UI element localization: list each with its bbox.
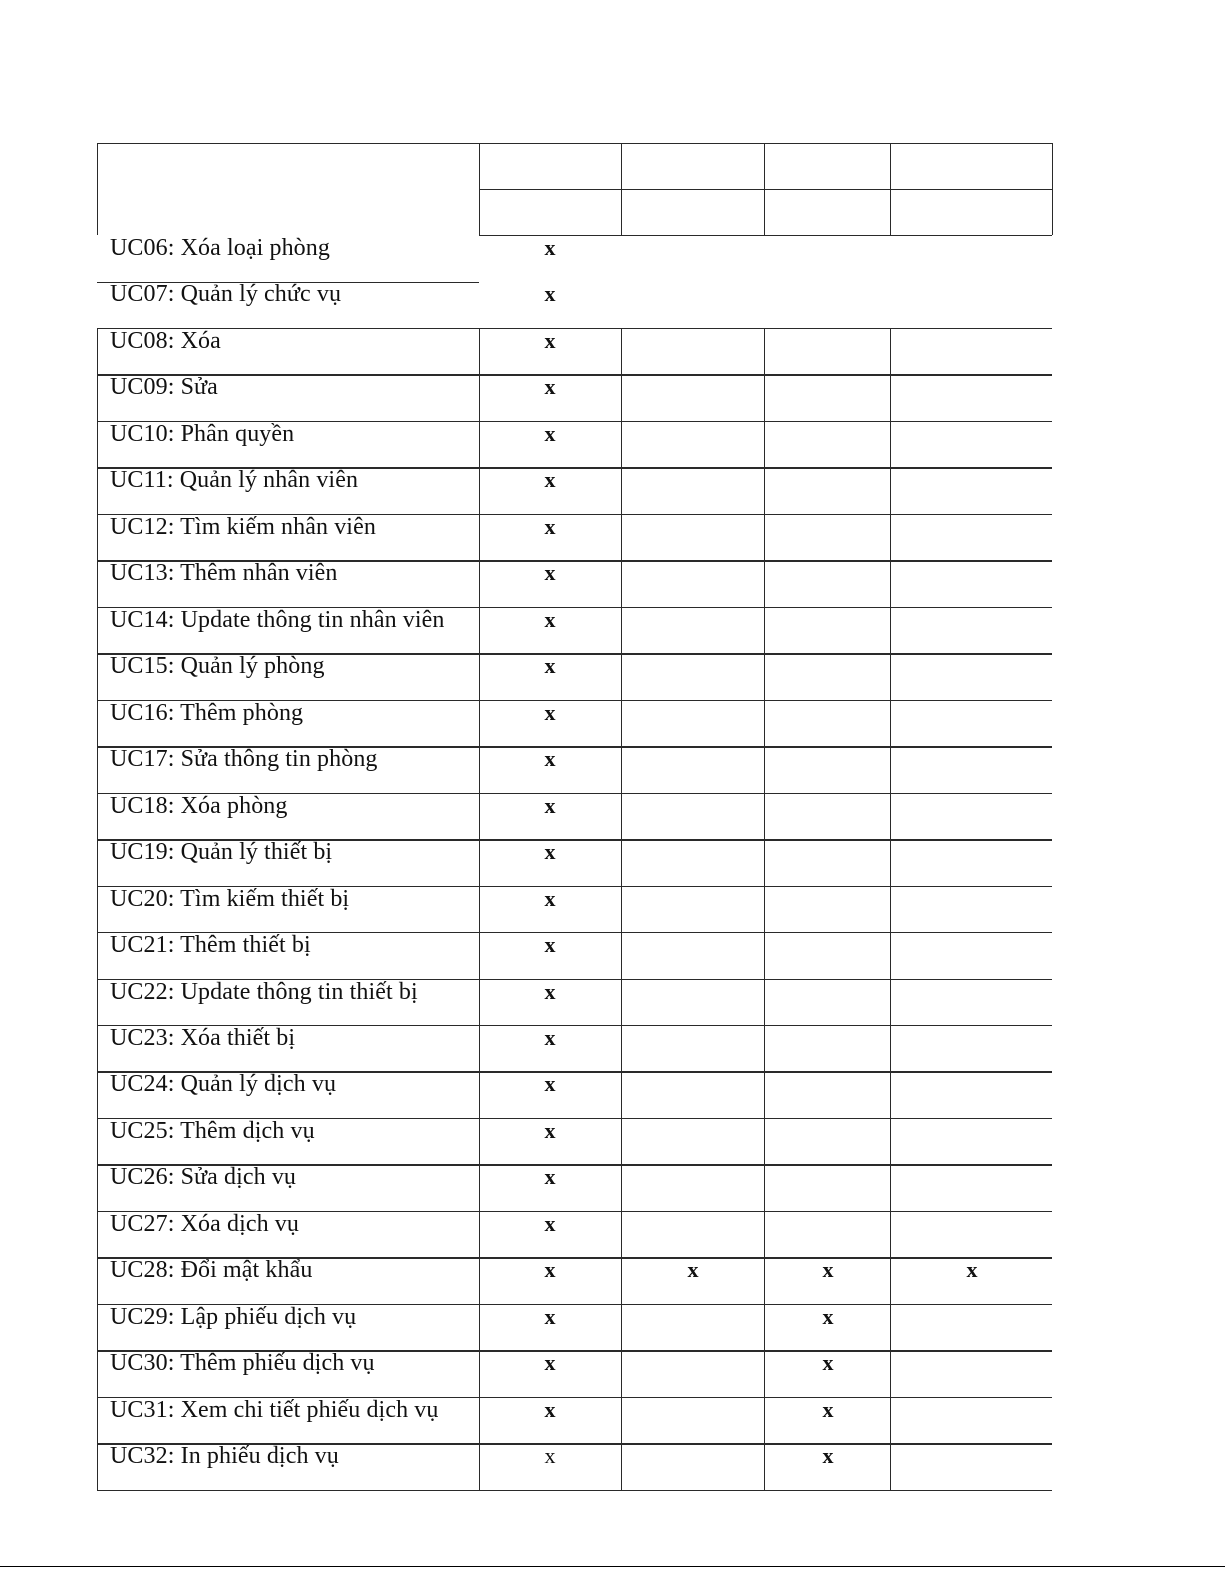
role-mark: x xyxy=(544,606,556,632)
header-cell xyxy=(890,143,1052,189)
role-mark: x xyxy=(544,1303,556,1329)
role-mark: x xyxy=(544,1164,556,1190)
role-mark: x xyxy=(544,653,556,679)
role-mark: x xyxy=(544,1210,556,1236)
header-rule xyxy=(97,143,479,144)
header-cell xyxy=(764,143,890,189)
role-mark: x xyxy=(544,932,556,958)
role-mark: x xyxy=(544,513,556,539)
use-case-label: UC07: Quản lý chức vụ xyxy=(110,281,342,308)
header-rule xyxy=(1052,143,1053,235)
use-case-label: UC17: Sửa thông tin phòng xyxy=(110,746,378,773)
header-cell xyxy=(890,189,1052,235)
role-mark: x xyxy=(544,699,556,725)
page-bottom-rule xyxy=(0,1566,1225,1567)
use-case-label: UC19: Quản lý thiết bị xyxy=(110,839,333,866)
row-rule xyxy=(97,374,1052,375)
role-mark: x xyxy=(687,1257,699,1283)
use-case-label: UC16: Thêm phòng xyxy=(110,699,304,726)
use-case-label: UC30: Thêm phiếu dịch vụ xyxy=(110,1350,375,1377)
use-case-label: UC27: Xóa dịch vụ xyxy=(110,1210,300,1237)
role-mark: x xyxy=(544,281,556,307)
use-case-label: UC21: Thêm thiết bị xyxy=(110,932,311,959)
role-mark: x xyxy=(822,1396,834,1422)
role-mark: x xyxy=(544,1024,556,1050)
header-cell xyxy=(479,189,621,235)
role-mark: x xyxy=(544,1350,556,1376)
role-mark: x xyxy=(966,1257,978,1283)
role-mark: x xyxy=(544,1257,556,1283)
role-mark: x xyxy=(544,420,556,446)
header-cell xyxy=(621,189,764,235)
role-mark: x xyxy=(544,885,556,911)
role-mark: x xyxy=(544,978,556,1004)
role-mark: x xyxy=(544,1443,556,1469)
use-case-label: UC18: Xóa phòng xyxy=(110,792,288,819)
row-rule xyxy=(97,1490,1052,1491)
role-mark: x xyxy=(544,1396,556,1422)
header-cell xyxy=(621,143,764,189)
role-mark: x xyxy=(544,374,556,400)
header-cell xyxy=(764,189,890,235)
role-mark: x xyxy=(544,839,556,865)
use-case-label: UC11: Quản lý nhân viên xyxy=(110,467,359,494)
use-case-label: UC26: Sửa dịch vụ xyxy=(110,1164,297,1191)
use-case-label: UC22: Update thông tin thiết bị xyxy=(110,978,418,1005)
role-mark: x xyxy=(822,1443,834,1469)
role-mark: x xyxy=(544,560,556,586)
role-mark: x xyxy=(544,746,556,772)
role-mark: x xyxy=(544,792,556,818)
use-case-label: UC20: Tìm kiếm thiết bị xyxy=(110,885,350,912)
use-case-label: UC24: Quản lý dịch vụ xyxy=(110,1071,337,1098)
role-mark: x xyxy=(822,1350,834,1376)
use-case-label: UC31: Xem chi tiết phiếu dịch vụ xyxy=(110,1396,439,1423)
role-mark: x xyxy=(544,1117,556,1143)
use-case-label: UC25: Thêm dịch vụ xyxy=(110,1117,315,1144)
column-rule xyxy=(479,328,480,1490)
use-case-label: UC13: Thêm nhân viên xyxy=(110,560,338,587)
column-rule xyxy=(764,328,765,1490)
column-rule xyxy=(97,328,98,1490)
role-mark: x xyxy=(822,1303,834,1329)
use-case-label: UC29: Lập phiếu dịch vụ xyxy=(110,1303,357,1330)
header-rule xyxy=(97,143,98,235)
use-case-label: UC06: Xóa loại phòng xyxy=(110,235,330,261)
use-case-label: UC08: Xóa xyxy=(110,327,221,354)
use-case-label: UC12: Tìm kiếm nhân viên xyxy=(110,513,376,540)
column-rule xyxy=(890,328,891,1490)
role-mark: x xyxy=(544,327,556,353)
use-case-label: UC23: Xóa thiết bị xyxy=(110,1024,296,1051)
role-mark: x xyxy=(544,1071,556,1097)
use-case-label: UC32: In phiếu dịch vụ xyxy=(110,1443,339,1470)
role-mark: x xyxy=(544,467,556,493)
role-mark: x xyxy=(544,235,556,260)
use-case-label: UC09: Sửa xyxy=(110,374,218,401)
use-case-label: UC14: Update thông tin nhân viên xyxy=(110,606,445,633)
role-mark: x xyxy=(822,1257,834,1283)
use-case-label: UC10: Phân quyền xyxy=(110,420,295,447)
use-case-label: UC15: Quản lý phòng xyxy=(110,653,325,680)
column-rule xyxy=(621,328,622,1490)
header-cell xyxy=(479,143,621,189)
use-case-label: UC28: Đổi mật khẩu xyxy=(110,1257,313,1284)
